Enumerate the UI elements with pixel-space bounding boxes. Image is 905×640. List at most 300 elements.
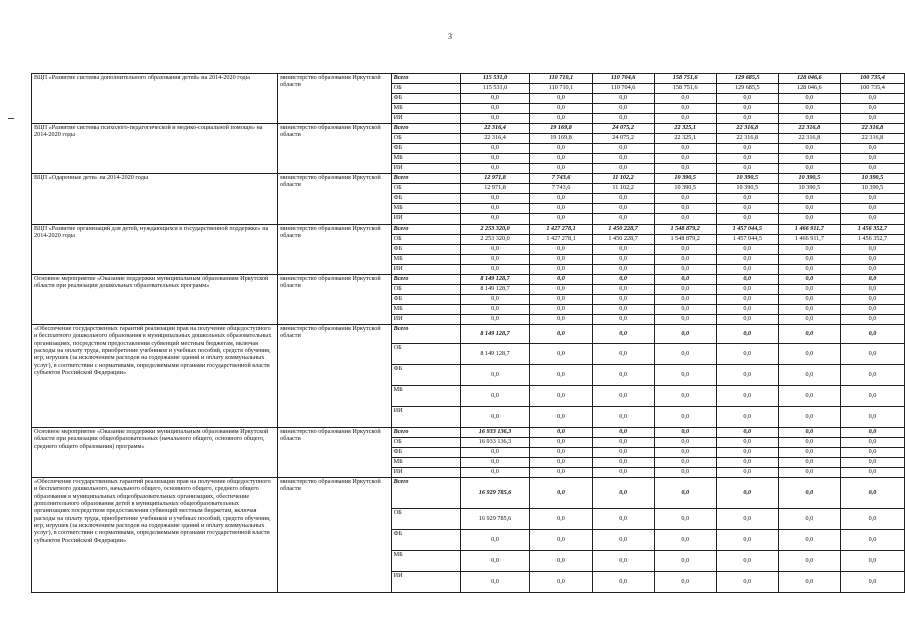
year-value: 0,0 (840, 154, 904, 164)
year-value: 0,0 (654, 509, 716, 530)
year-value: 0,0 (460, 530, 530, 551)
year-value: 0,0 (530, 428, 592, 438)
year-value: 0,0 (530, 478, 592, 509)
year-value: 0,0 (654, 344, 716, 365)
year-value: 0,0 (592, 448, 654, 458)
year-value: 0,0 (840, 530, 904, 551)
table-row (32, 124, 905, 134)
year-value: 0,0 (530, 458, 592, 468)
year-value: 0,0 (716, 144, 778, 154)
year-value: 0,0 (654, 407, 716, 428)
year-value: 0,0 (654, 275, 716, 285)
year-value: 0,0 (530, 94, 592, 104)
year-value: 22 316,8 (840, 134, 904, 144)
year-value: 7 743,6 (530, 184, 592, 194)
year-value: 0,0 (716, 214, 778, 225)
year-value: 0,0 (840, 386, 904, 407)
responsible-executor: министерство образования Иркутской области (278, 74, 391, 124)
year-value: 1 450 228,7 (592, 235, 654, 245)
year-value: 0,0 (778, 448, 840, 458)
year-value: 0,0 (778, 154, 840, 164)
funding-source: Всего (391, 124, 460, 134)
year-value: 1 457 044,5 (716, 235, 778, 245)
year-value: 0,0 (530, 315, 592, 325)
year-value: 0,0 (840, 478, 904, 509)
year-value: 0,0 (530, 245, 592, 255)
table-row (32, 428, 905, 438)
responsible-executor: министерство образования Иркутской области (278, 325, 391, 428)
year-value: 0,0 (778, 344, 840, 365)
year-value: 129 685,5 (716, 84, 778, 94)
year-value: 110 704,6 (592, 74, 654, 84)
year-value: 0,0 (592, 144, 654, 154)
year-value: 0,0 (778, 204, 840, 214)
year-value: 0,0 (460, 365, 530, 386)
year-value: 0,0 (530, 204, 592, 214)
year-value: 115 531,0 (460, 84, 530, 94)
table-row (32, 225, 905, 235)
year-value: 0,0 (592, 114, 654, 124)
year-value: 0,0 (460, 386, 530, 407)
year-value: 0,0 (840, 407, 904, 428)
year-value: 0,0 (716, 458, 778, 468)
year-value: 0,0 (460, 154, 530, 164)
year-value: 16 929 785,6 (460, 509, 530, 530)
responsible-executor: министерство образования Иркутской области (278, 225, 391, 275)
year-value: 0,0 (654, 164, 716, 174)
responsible-executor: министерство образования Иркутской области (278, 478, 391, 593)
year-value: 1 427 278,1 (530, 225, 592, 235)
year-value: 22 325,1 (654, 134, 716, 144)
year-value: 0,0 (716, 438, 778, 448)
year-value: 0,0 (716, 315, 778, 325)
year-value: 0,0 (840, 305, 904, 315)
funding-source: Всего (391, 174, 460, 184)
funding-source: МБ (391, 386, 460, 407)
year-value: 0,0 (530, 407, 592, 428)
year-value: 0,0 (778, 509, 840, 530)
year-value: 0,0 (840, 214, 904, 225)
year-value: 0,0 (654, 551, 716, 572)
year-value: 0,0 (778, 438, 840, 448)
year-value: 0,0 (654, 572, 716, 593)
funding-source: Всего (391, 428, 460, 438)
year-value: 0,0 (460, 458, 530, 468)
year-value: 8 149 128,7 (460, 325, 530, 344)
year-value: 0,0 (840, 551, 904, 572)
year-value: 0,0 (716, 325, 778, 344)
year-value: 0,0 (840, 295, 904, 305)
year-value: 22 316,8 (716, 124, 778, 134)
year-value: 0,0 (840, 458, 904, 468)
year-value: 0,0 (460, 164, 530, 174)
year-value: 0,0 (778, 214, 840, 225)
year-value: 0,0 (460, 551, 530, 572)
funding-source: ОБ (391, 344, 460, 365)
year-value: 0,0 (592, 458, 654, 468)
year-value: 0,0 (716, 386, 778, 407)
year-value: 1 548 879,2 (654, 235, 716, 245)
year-value: 19 169,8 (530, 134, 592, 144)
year-value: 0,0 (592, 438, 654, 448)
year-value: 0,0 (592, 478, 654, 509)
year-value: 16 933 136,3 (460, 428, 530, 438)
year-value: 0,0 (716, 428, 778, 438)
year-value: 0,0 (840, 448, 904, 458)
year-value: 16 933 136,3 (460, 438, 530, 448)
year-value: 0,0 (654, 438, 716, 448)
year-value: 110 704,6 (592, 84, 654, 94)
year-value: 22 325,1 (654, 124, 716, 134)
year-value: 0,0 (840, 114, 904, 124)
year-value: 0,0 (530, 285, 592, 295)
year-value: 0,0 (654, 468, 716, 478)
year-value: 22 316,4 (460, 124, 530, 134)
year-value: 10 390,5 (716, 174, 778, 184)
funding-source: ИИ (391, 407, 460, 428)
year-value: 0,0 (778, 94, 840, 104)
year-value: 0,0 (840, 104, 904, 114)
year-value: 1 466 911,7 (778, 235, 840, 245)
funding-source: Всего (391, 74, 460, 84)
year-value: 0,0 (716, 285, 778, 295)
year-value: 0,0 (530, 468, 592, 478)
measure-name: Основное мероприятие «Оказание поддержки муниципальным образованиям Иркутской области при реализации общеобразовательных (начального общего, основного общего, среднего общего образования) программ» (32, 428, 278, 478)
year-value: 0,0 (778, 144, 840, 154)
funding-source: Всего (391, 325, 460, 344)
funding-source: ФБ (391, 94, 460, 104)
year-value: 0,0 (460, 255, 530, 265)
measure-name: Основное мероприятие «Оказание поддержки муниципальным образованиям Иркутской области при реализации дошкольных образовательных программ» (32, 275, 278, 325)
year-value: 0,0 (654, 265, 716, 275)
table-row (32, 275, 905, 285)
funding-source: Всего (391, 225, 460, 235)
year-value: 0,0 (778, 572, 840, 593)
year-value: 0,0 (530, 114, 592, 124)
measure-name: «Обеспечение государственных гарантий реализации прав на получение общедоступного и бесплатного дошкольного, начального общего, основного общего, среднего общего образования в муниципальных общеобразовательных организациях, обеспечение дополнительного образования детей в муниципальных общеобразовательных организациях посредством предоставления субвенций местным бюджетам, включая расходы на оплату труда, приобретение учебников и учебных пособий, средств обучения, игр, игрушек (за исключением расходов на содержание зданий и оплату коммунальных услуг), в соответствии с нормативами, определяемыми органами государственной власти субъектов Российской Федерации» (32, 478, 278, 593)
year-value: 0,0 (840, 275, 904, 285)
table-row (32, 325, 905, 344)
year-value: 100 735,4 (840, 74, 904, 84)
year-value: 0,0 (530, 194, 592, 204)
year-value: 0,0 (592, 365, 654, 386)
year-value: 0,0 (530, 255, 592, 265)
table-row (32, 74, 905, 84)
year-value: 0,0 (592, 204, 654, 214)
year-value: 0,0 (530, 144, 592, 154)
funding-source: ИИ (391, 214, 460, 225)
year-value: 0,0 (592, 305, 654, 315)
year-value: 0,0 (460, 245, 530, 255)
year-value: 0,0 (840, 94, 904, 104)
year-value: 0,0 (840, 428, 904, 438)
funding-source: МБ (391, 305, 460, 315)
year-value: 2 253 320,0 (460, 235, 530, 245)
year-value: 158 751,6 (654, 74, 716, 84)
measure-name: ВЦП «Развитие организаций для детей, нуждающихся в государственной поддержке» на 2014-2020 годы (32, 225, 278, 275)
year-value: 10 390,5 (840, 174, 904, 184)
year-value: 0,0 (778, 295, 840, 305)
year-value: 0,0 (654, 204, 716, 214)
funding-source: ОБ (391, 438, 460, 448)
year-value: 0,0 (460, 194, 530, 204)
year-value: 0,0 (840, 438, 904, 448)
year-value: 0,0 (460, 448, 530, 458)
year-value: 0,0 (654, 114, 716, 124)
year-value: 0,0 (778, 255, 840, 265)
year-value: 2 253 320,0 (460, 225, 530, 235)
year-value: 0,0 (654, 214, 716, 225)
funding-source: ИИ (391, 114, 460, 124)
funding-source: ФБ (391, 295, 460, 305)
funding-source: Всего (391, 478, 460, 509)
funding-source: ОБ (391, 84, 460, 94)
year-value: 128 046,6 (778, 74, 840, 84)
year-value: 0,0 (460, 94, 530, 104)
year-value: 0,0 (716, 365, 778, 386)
year-value: 22 316,8 (716, 134, 778, 144)
year-value: 0,0 (592, 509, 654, 530)
year-value: 0,0 (654, 104, 716, 114)
year-value: 0,0 (530, 104, 592, 114)
year-value: 0,0 (840, 265, 904, 275)
year-value: 0,0 (716, 104, 778, 114)
year-value: 1 548 879,2 (654, 225, 716, 235)
year-value: 0,0 (654, 428, 716, 438)
year-value: 0,0 (778, 285, 840, 295)
funding-source: МБ (391, 204, 460, 214)
year-value: 0,0 (654, 245, 716, 255)
year-value: 110 710,1 (530, 74, 592, 84)
year-value: 0,0 (716, 245, 778, 255)
year-value: 0,0 (654, 94, 716, 104)
year-value: 0,0 (778, 245, 840, 255)
year-value: 24 075,2 (592, 134, 654, 144)
year-value: 0,0 (778, 164, 840, 174)
year-value: 0,0 (654, 154, 716, 164)
year-value: 0,0 (778, 104, 840, 114)
year-value: 0,0 (778, 551, 840, 572)
year-value: 0,0 (592, 551, 654, 572)
year-value: 0,0 (654, 255, 716, 265)
year-value: 0,0 (716, 265, 778, 275)
year-value: 22 316,4 (460, 134, 530, 144)
year-value: 129 685,5 (716, 74, 778, 84)
year-value: 0,0 (592, 468, 654, 478)
page-number: 3 (448, 32, 452, 41)
year-value: 115 531,0 (460, 74, 530, 84)
year-value: 0,0 (654, 386, 716, 407)
year-value: 0,0 (592, 572, 654, 593)
year-value: 0,0 (654, 305, 716, 315)
year-value: 0,0 (592, 407, 654, 428)
funding-source: ИИ (391, 572, 460, 593)
year-value: 0,0 (778, 194, 840, 204)
funding-source: ОБ (391, 235, 460, 245)
year-value: 11 102,2 (592, 174, 654, 184)
year-value: 10 390,5 (716, 184, 778, 194)
year-value: 0,0 (460, 144, 530, 154)
year-value: 128 046,6 (778, 84, 840, 94)
year-value: 0,0 (716, 275, 778, 285)
year-value: 0,0 (530, 448, 592, 458)
year-value: 0,0 (778, 305, 840, 315)
year-value: 0,0 (716, 204, 778, 214)
year-value: 0,0 (530, 265, 592, 275)
measure-name: ВЦП «Развитие системы психолого-педагогической и медико-социальной помощи» на 2014-2020 годы (32, 124, 278, 174)
year-value: 0,0 (840, 194, 904, 204)
year-value: 0,0 (460, 214, 530, 225)
funding-source: МБ (391, 154, 460, 164)
year-value: 0,0 (840, 285, 904, 295)
year-value: 0,0 (460, 265, 530, 275)
measure-name: ВЦП «Развитие системы дополнительного образования детей» на 2014-2020 годы (32, 74, 278, 124)
year-value: 0,0 (460, 114, 530, 124)
year-value: 0,0 (840, 468, 904, 478)
year-value: 8 149 128,7 (460, 344, 530, 365)
year-value: 0,0 (592, 194, 654, 204)
year-value: 0,0 (778, 265, 840, 275)
year-value: 0,0 (716, 164, 778, 174)
year-value: 0,0 (778, 386, 840, 407)
funding-source: ФБ (391, 194, 460, 204)
year-value: 10 390,5 (778, 174, 840, 184)
year-value: 0,0 (592, 94, 654, 104)
year-value: 16 929 785,6 (460, 478, 530, 509)
year-value: 0,0 (840, 509, 904, 530)
year-value: 0,0 (716, 448, 778, 458)
year-value: 100 735,4 (840, 84, 904, 94)
year-value: 0,0 (716, 551, 778, 572)
measure-name: ВЦП «Одаренные дети» на 2014-2020 годы (32, 174, 278, 225)
year-value: 0,0 (716, 114, 778, 124)
year-value: 0,0 (530, 438, 592, 448)
year-value: 0,0 (778, 315, 840, 325)
year-value: 0,0 (840, 164, 904, 174)
year-value: 0,0 (716, 407, 778, 428)
funding-source: МБ (391, 104, 460, 114)
year-value: 0,0 (592, 530, 654, 551)
responsible-executor: министерство образования Иркутской области (278, 124, 391, 174)
year-value: 12 971,8 (460, 174, 530, 184)
year-value: 0,0 (530, 344, 592, 365)
year-value: 0,0 (654, 365, 716, 386)
year-value: 0,0 (716, 305, 778, 315)
year-value: 1 456 352,7 (840, 225, 904, 235)
year-value: 0,0 (778, 428, 840, 438)
year-value: 1 456 352,7 (840, 235, 904, 245)
year-value: 0,0 (592, 325, 654, 344)
year-value: 22 316,8 (778, 124, 840, 134)
year-value: 0,0 (840, 315, 904, 325)
year-value: 10 390,5 (654, 174, 716, 184)
year-value: 0,0 (778, 275, 840, 285)
year-value: 110 710,1 (530, 84, 592, 94)
year-value: 0,0 (592, 245, 654, 255)
year-value: 0,0 (530, 275, 592, 285)
year-value: 8 149 128,7 (460, 285, 530, 295)
year-value: 22 316,8 (778, 134, 840, 144)
year-value: 10 390,5 (778, 184, 840, 194)
year-value: 0,0 (654, 295, 716, 305)
year-value: 0,0 (530, 295, 592, 305)
year-value: 0,0 (778, 114, 840, 124)
funding-source: ИИ (391, 164, 460, 174)
funding-source: ИИ (391, 468, 460, 478)
year-value: 0,0 (460, 295, 530, 305)
year-value: 0,0 (592, 275, 654, 285)
year-value: 0,0 (654, 478, 716, 509)
year-value: 0,0 (840, 325, 904, 344)
year-value: 0,0 (592, 428, 654, 438)
year-value: 0,0 (654, 315, 716, 325)
year-value: 1 466 911,7 (778, 225, 840, 235)
year-value: 0,0 (654, 285, 716, 295)
year-value: 10 390,5 (840, 184, 904, 194)
year-value: 1 427 278,1 (530, 235, 592, 245)
year-value: 0,0 (530, 530, 592, 551)
margin-mark (8, 118, 14, 119)
year-value: 0,0 (592, 285, 654, 295)
year-value: 0,0 (460, 104, 530, 114)
year-value: 0,0 (530, 509, 592, 530)
year-value: 0,0 (716, 154, 778, 164)
year-value: 0,0 (530, 305, 592, 315)
year-value: 0,0 (592, 315, 654, 325)
year-value: 0,0 (716, 344, 778, 365)
year-value: 0,0 (778, 458, 840, 468)
year-value: 0,0 (716, 572, 778, 593)
year-value: 0,0 (460, 468, 530, 478)
year-value: 0,0 (840, 344, 904, 365)
funding-source: ФБ (391, 144, 460, 154)
funding-source: МБ (391, 458, 460, 468)
year-value: 10 390,5 (654, 184, 716, 194)
year-value: 0,0 (592, 255, 654, 265)
year-value: 0,0 (716, 468, 778, 478)
funding-source: ОБ (391, 134, 460, 144)
year-value: 0,0 (592, 104, 654, 114)
year-value: 0,0 (840, 365, 904, 386)
year-value: 0,0 (778, 530, 840, 551)
year-value: 0,0 (840, 572, 904, 593)
year-value: 0,0 (716, 295, 778, 305)
year-value: 0,0 (592, 214, 654, 225)
year-value: 0,0 (530, 365, 592, 386)
year-value: 0,0 (592, 164, 654, 174)
year-value: 0,0 (654, 530, 716, 551)
year-value: 0,0 (716, 478, 778, 509)
funding-source: ФБ (391, 530, 460, 551)
year-value: 0,0 (530, 214, 592, 225)
year-value: 0,0 (840, 255, 904, 265)
year-value: 0,0 (460, 305, 530, 315)
funding-source: Всего (391, 275, 460, 285)
year-value: 0,0 (654, 458, 716, 468)
budget-table (31, 73, 905, 593)
year-value: 12 971,8 (460, 184, 530, 194)
funding-source: ОБ (391, 285, 460, 295)
year-value: 0,0 (840, 204, 904, 214)
year-value: 0,0 (840, 245, 904, 255)
funding-source: МБ (391, 551, 460, 572)
year-value: 0,0 (530, 164, 592, 174)
year-value: 11 102,2 (592, 184, 654, 194)
year-value: 0,0 (778, 468, 840, 478)
year-value: 24 075,2 (592, 124, 654, 134)
funding-source: ФБ (391, 448, 460, 458)
year-value: 0,0 (778, 478, 840, 509)
